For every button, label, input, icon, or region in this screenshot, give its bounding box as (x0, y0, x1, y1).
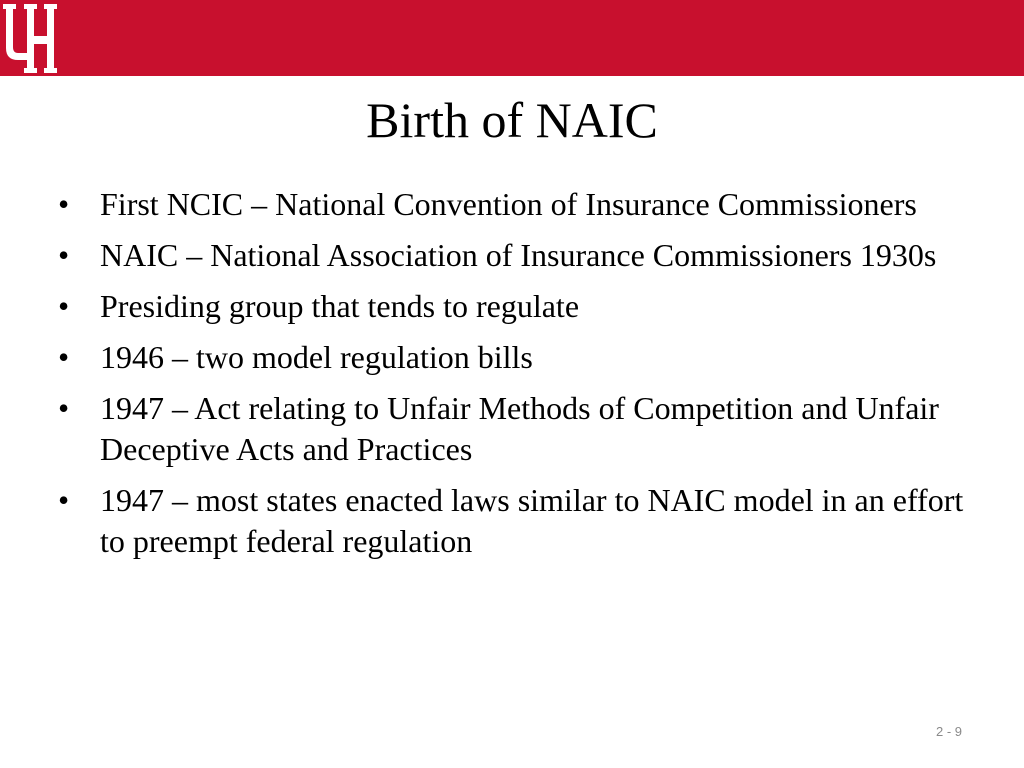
page-number: 2 - 9 (935, 724, 962, 739)
bullet-item (58, 184, 978, 225)
uh-logo (0, 0, 62, 76)
slide-title: Birth of NAIC (366, 92, 658, 148)
bullet-item (58, 480, 978, 562)
bullet-list (58, 184, 978, 572)
bullet-text: NAIC – National Association of Insurance Commissioners 1930s (100, 237, 937, 273)
bullet-item (58, 235, 978, 276)
bullet-item (58, 388, 978, 470)
bullet-dot-icon: • (58, 390, 70, 426)
bullet-dot-icon: • (58, 288, 70, 324)
bullet-item (58, 337, 978, 378)
bullet-text: 1947 – Act relating to Unfair Methods of Competition and Unfair Deceptive Acts and Practices (100, 390, 939, 467)
bullet-text: Presiding group that tends to regulate (100, 288, 580, 324)
bullet-text: 1946 – two model regulation bills (100, 339, 533, 375)
bullet-dot-icon: • (58, 482, 70, 518)
bullet-dot-icon: • (58, 186, 70, 222)
bullet-dot-icon: • (58, 339, 70, 375)
bullet-text: 1947 – most states enacted laws similar to NAIC model in an effort to preempt federal regulation (100, 482, 964, 559)
bullet-item (58, 286, 978, 327)
bullet-dot-icon: • (58, 237, 70, 273)
header-bar (0, 0, 1024, 76)
bullet-text: First NCIC – National Convention of Insurance Commissioners (100, 186, 917, 222)
